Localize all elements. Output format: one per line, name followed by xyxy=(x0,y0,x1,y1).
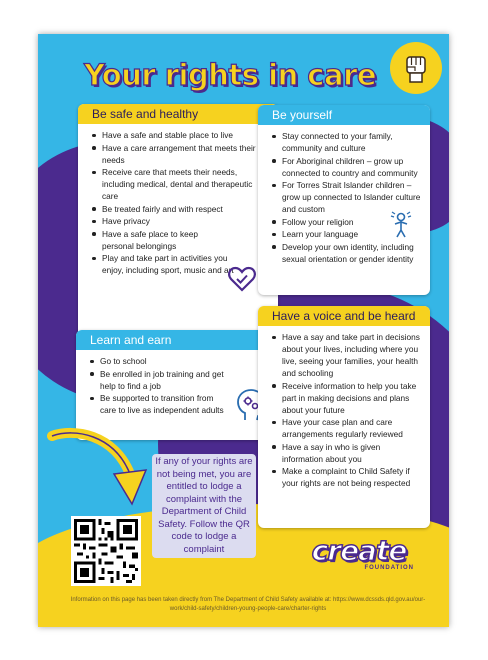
list-item: Have a safe and stable place to live xyxy=(92,129,256,141)
card-be-yourself xyxy=(258,105,430,295)
card-heading: Be yourself xyxy=(258,105,430,125)
complaint-message xyxy=(152,454,256,558)
list-item: Receive care that meets their needs, including medical, dental and therapeutic care xyxy=(92,166,256,202)
list-item: Be treated fairly and with respect xyxy=(92,203,256,215)
list-item: Receive information to help you take part in making decisions and plans about your future xyxy=(272,380,422,416)
list-item: Be enrolled in job training and get help to find a job xyxy=(90,368,228,392)
create-foundation-logo xyxy=(296,534,422,582)
list-item: For Torres Strait Islander children – grow up connected to Islander culture and custom xyxy=(272,179,422,215)
source-footnote: Information on this page has been taken directly from The Department of Child Safety available at: https://www.dcssds.qld.gov.au/our-work/child-safety/children-young-people-care/charter-rights xyxy=(70,597,426,612)
logo-text: create xyxy=(311,534,407,567)
card-have-a-voice xyxy=(258,306,430,528)
card-heading: Learn and earn xyxy=(76,330,276,350)
logo-subtext: FOUNDATION xyxy=(364,565,414,571)
list-item: Make a complaint to Child Safety if your rights are not being respected xyxy=(272,465,422,489)
raised-fist-icon xyxy=(390,42,442,94)
card-heading: Be safe and healthy xyxy=(78,104,278,124)
rights-list xyxy=(78,124,264,276)
qr-code[interactable] xyxy=(71,516,141,586)
heart-icon xyxy=(228,266,256,292)
person-icon xyxy=(388,210,414,240)
rights-list xyxy=(258,125,430,265)
list-item: For Aboriginal children – grow up connected to country and community xyxy=(272,155,422,179)
poster xyxy=(38,34,449,627)
rights-list xyxy=(258,326,430,489)
list-item: Have your case plan and care arrangements regularly reviewed xyxy=(272,416,422,440)
list-item: Have a safe place to keep personal belongings xyxy=(92,228,210,252)
card-heading: Have a voice and be heard xyxy=(258,306,430,326)
card-be-safe-and-healthy xyxy=(78,104,278,342)
list-item: Learn your language xyxy=(272,228,422,240)
list-item: Play and take part in activities you enjoy, including sport, music and art xyxy=(92,252,242,276)
card-learn-and-earn xyxy=(76,330,276,440)
poster-title: Your rights in care xyxy=(83,58,377,92)
curved-arrow-icon xyxy=(44,426,154,516)
list-item: Follow your religion xyxy=(272,216,422,228)
list-item: Have privacy xyxy=(92,215,256,227)
list-item: Have a care arrangement that meets their needs xyxy=(92,142,256,166)
list-item: Stay connected to your family, community and culture xyxy=(272,130,422,154)
list-item: Have a say and take part in decisions about your lives, including where you live, seeing your families, your health and schooling xyxy=(272,331,422,379)
list-item: Go to school xyxy=(90,355,268,367)
complaint-text: If any of your rights are not being met, you are entitled to lodge a complaint with the Department of Child Safety. Follow the QR code to lodge a complaint xyxy=(155,456,253,555)
list-item: Have a say in who is given information about you xyxy=(272,441,422,465)
list-item: Develop your own identity, including sexual orientation or gender identity xyxy=(272,241,422,265)
list-item: Be supported to transition from care to live as independent adults xyxy=(90,392,228,416)
